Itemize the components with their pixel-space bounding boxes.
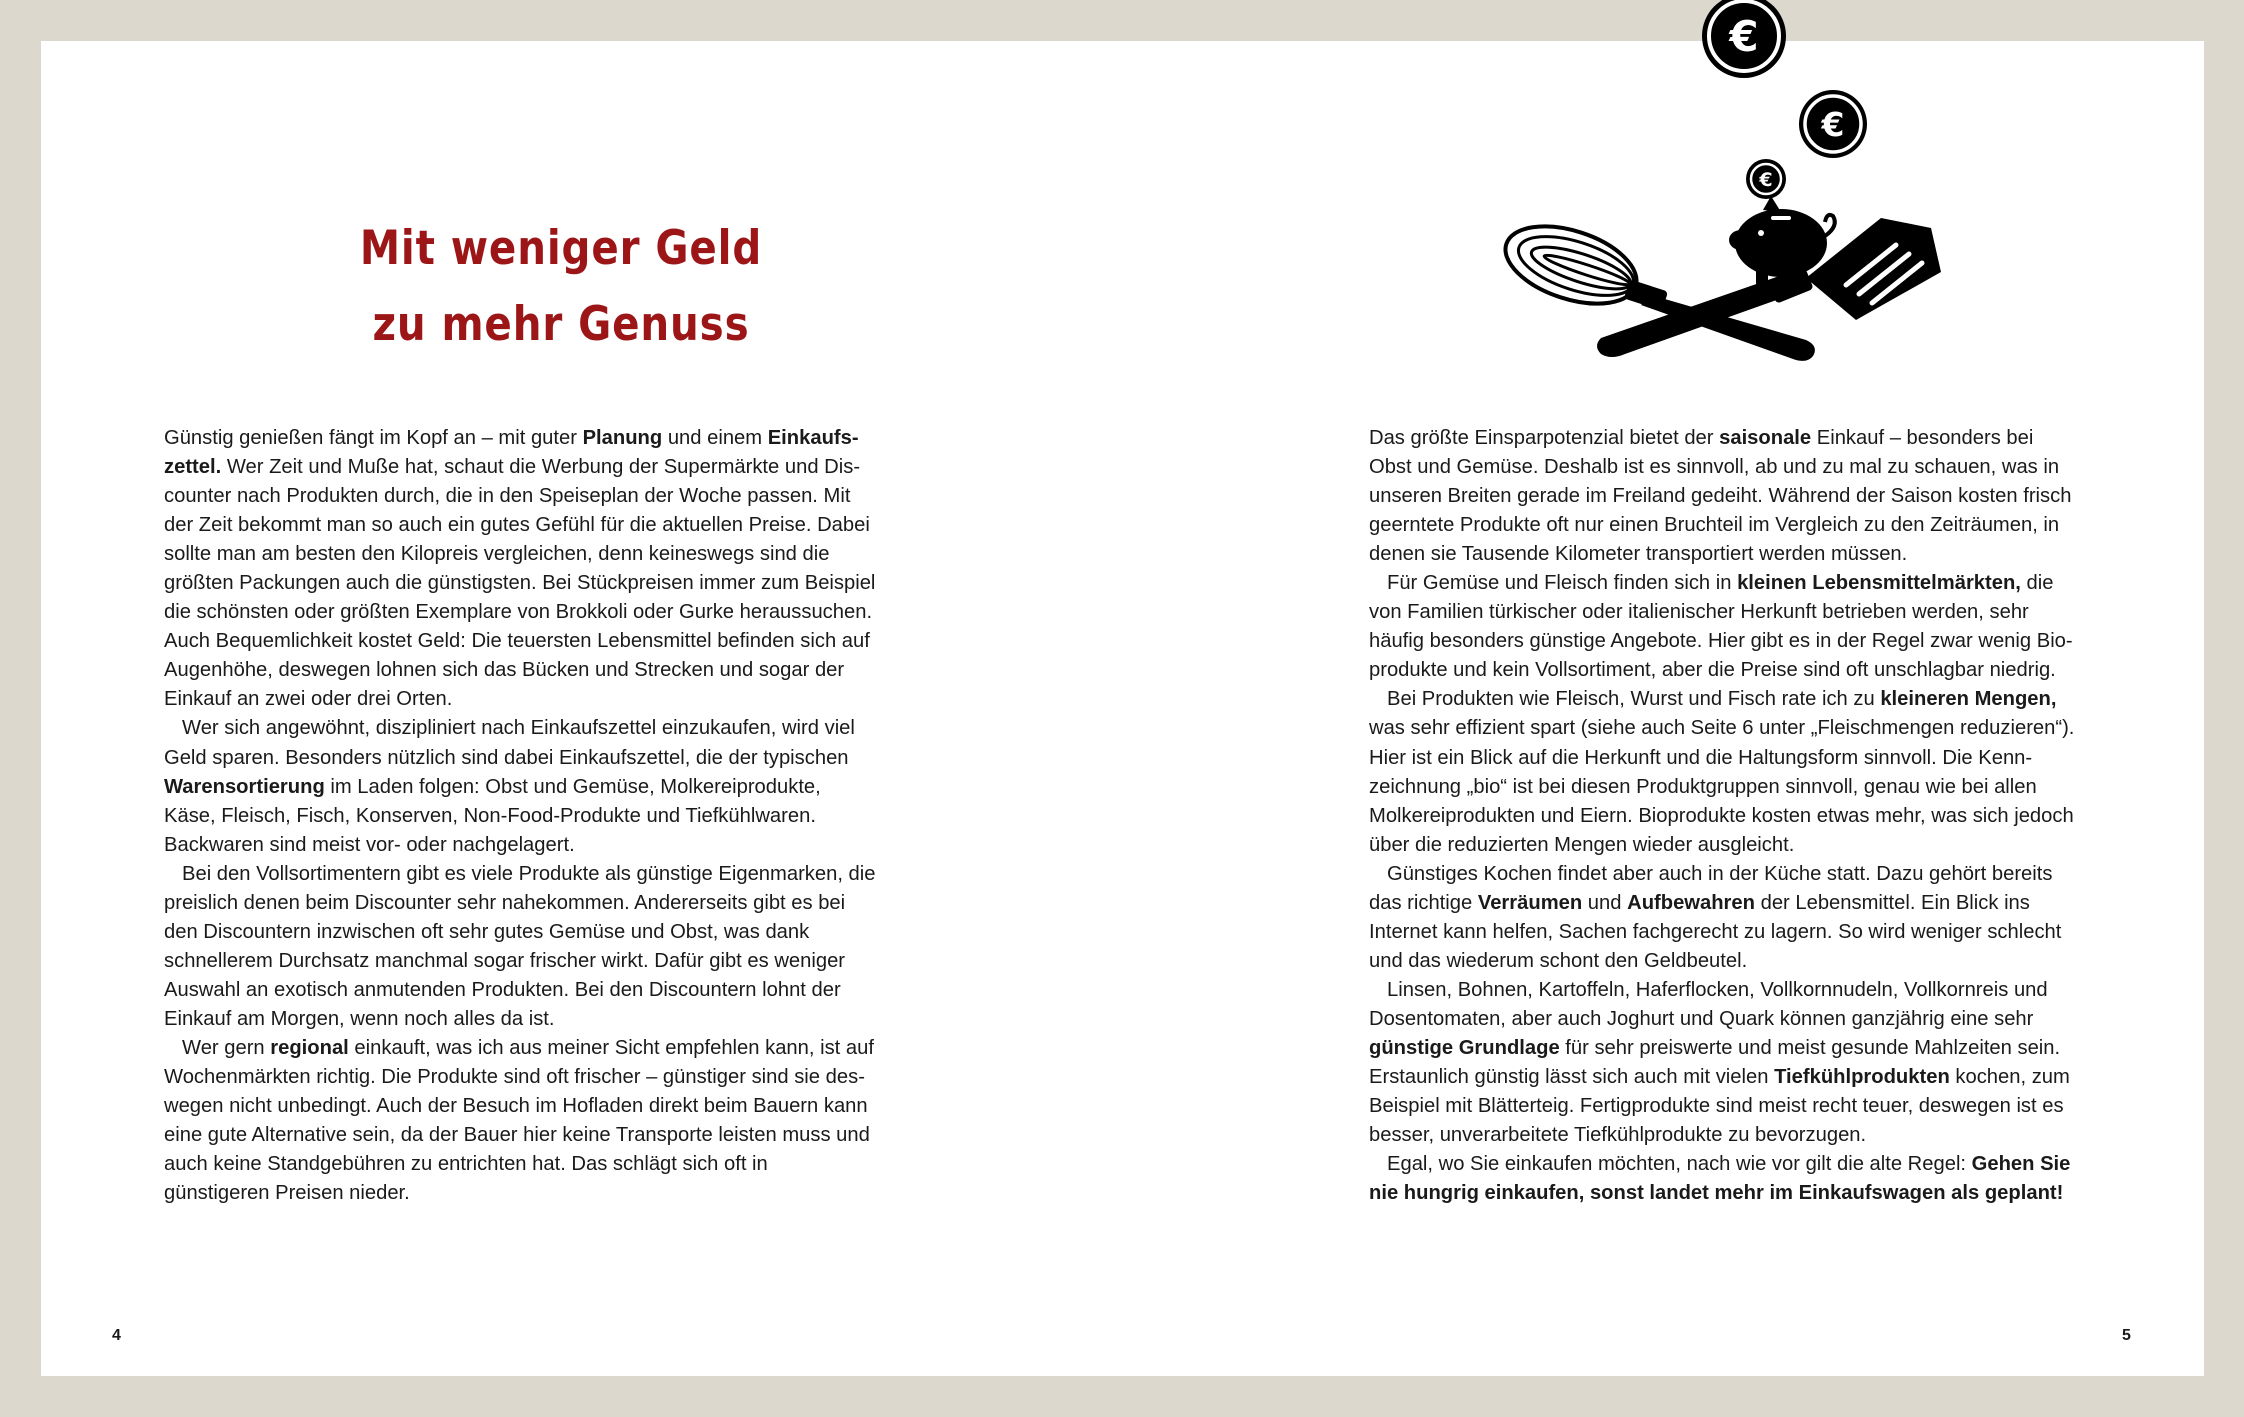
paragraph: Bei den Vollsortimentern gibt es viele Produkte als günstige Eigenmarken, die preislich denen beim Discounter sehr nahekommen. Andererseits gibt es bei den Discountern inzwischen oft sehr gutes Gemüse und Obst, was dank schnellerem Durchsatz manchmal sogar frischer wirkt. Dafür gibt es weniger Auswahl an exotisch anmutenden Produkten. Bei den Discountern lohnt der Einkauf am Morgen, wenn noch alles da ist. <box>164 862 876 1030</box>
title-line-1: Mit weniger Geld <box>359 221 763 276</box>
paragraph: Das größte Einsparpotenzial bietet der saisonale Einkauf – besonders bei Obst und Gemüse. Deshalb ist es sinnvoll, ab und zu mal zu schauen, was in unseren Breiten gerade im Freiland gedeiht. Während der Saison kosten frisch geerntete Produkte oft nur einen Bruchteil im Vergleich zu den Zeiträumen, in denen sie Tausende Kilometer transportiert werden müssen. <box>1369 427 2072 566</box>
paragraph: Bei Produkten wie Fleisch, Wurst und Fisch rate ich zu kleineren Mengen, was sehr effizient spart (siehe auch Seite 6 unter „Fleischmengen reduzieren“). Hier ist ein Blick auf die Herkunft und die Haltungsform sinnvoll. Die Kennzeichnung „bio“ ist bei diesen Produktgruppen sinnvoll, genau wie bei allen Molkereiprodukten und Eiern. Bioprodukte kosten etwas mehr, was sich jedoch über die reduzierten Mengen wieder ausgleicht. <box>1369 688 2075 856</box>
coin-symbol: € <box>1729 12 1759 61</box>
illustration <box>1501 0 2021 390</box>
page-number-left: 4 <box>112 1327 121 1344</box>
coin-symbol: € <box>1759 169 1773 191</box>
coin-symbol: € <box>1821 105 1845 144</box>
euro-coin-icon <box>1746 159 1786 199</box>
paragraph: Für Gemüse und Fleisch finden sich in kleinen Lebensmittelmärkten, die von Familien türkischer oder italienischer Herkunft betrieben werden, sehr häufig besonders günstige Angebote. Hier gibt es in der Regel zwar wenig Bioprodukte und kein Vollsortiment, aber die Preise sind oft unschlagbar niedrig. <box>1369 572 2073 682</box>
right-page-text <box>1369 424 2081 1208</box>
left-page-text <box>164 424 876 1208</box>
paragraph: Wer gern regional einkauft, was ich aus meiner Sicht empfehlen kann, ist auf Wochenmärkten richtig. Die Produkte sind oft frischer – günstiger sind sie deswegen nicht unbedingt. Auch der Besuch im Hofladen direkt beim Bauern kann eine gute Alternative sein, da der Bauer hier keine Transporte leisten muss und auch keine Standgebühren zu entrichten hat. Das schlägt sich oft in günstigeren Preisen nieder. <box>164 1036 874 1205</box>
title-line-2: zu mehr Genuss <box>372 297 750 352</box>
paragraph: Günstiges Kochen findet aber auch in der Küche statt. Dazu gehört bereits das richtige Verräumen und Aufbewahren der Lebensmittel. Ein Blick ins Internet kann helfen, Sachen fachgerecht zu lagern. So wird weniger schlecht und das wiederum schont den Geldbeutel. <box>1369 862 2062 972</box>
paragraph: Egal, wo Sie einkaufen möchten, nach wie vor gilt die alte Regel: Gehen Sie nie hungrig einkaufen, sonst landet mehr im Einkaufswagen als geplant! <box>1369 1153 2071 1205</box>
paragraph: Günstig genießen fängt im Kopf an – mit guter Planung und einem Einkaufszettel. Wer Zeit und Muße hat, schaut die Werbung der Supermärkte und Discounter nach Produkten durch, die in den Speiseplan der Woche passen. Mit der Zeit bekommt man so auch ein gutes Gefühl für die aktuellen Preise. Dabei sollte man am besten den Kilopreis vergleichen, denn keineswegs sind die größten Packungen auch die günstigsten. Bei Stückpreisen immer zum Beispiel die schönsten oder größten Exemplare von Brokkoli oder Gurke heraussuchen. Auch Bequemlichkeit kostet Geld: Die teuersten Lebensmittel befinden sich auf Augenhöhe, deswegen lohnen sich das Bücken und Strecken und sogar der Einkauf an zwei oder drei Orten. <box>164 427 876 711</box>
euro-coin-icon <box>1702 0 1786 78</box>
page-number-right: 5 <box>2122 1327 2131 1344</box>
euro-coin-icon <box>1799 90 1867 158</box>
book-spread <box>41 12 2204 1376</box>
page-title <box>337 211 784 363</box>
paragraph: Wer sich angewöhnt, diszipliniert nach Einkaufszettel einzukaufen, wird viel Geld sparen. Besonders nützlich sind dabei Einkaufszettel, die der typischen Warensortierung im Laden folgen: Obst und Gemüse, Molkereiprodukte, Käse, Fleisch, Fisch, Konserven, Non-Food-Produkte und Tiefkühlwaren. Backwaren sind meist vor- oder nachgelagert. <box>164 717 855 856</box>
paragraph: Linsen, Bohnen, Kartoffeln, Haferflocken, Vollkornnudeln, Vollkornreis und Dosentomaten, aber auch Joghurt und Quark können ganzjährig eine sehr günstige Grundlage für sehr preiswerte und meist gesunde Mahlzeiten sein. Erstaunlich günstig lässt sich auch mit vielen Tiefkühlprodukten kochen, zum Beispiel mit Blätterteig. Fertigprodukte sind meist recht teuer, deswegen ist es besser, unverarbeitete Tiefkühlprodukte zu bevorzugen. <box>1369 978 2070 1147</box>
